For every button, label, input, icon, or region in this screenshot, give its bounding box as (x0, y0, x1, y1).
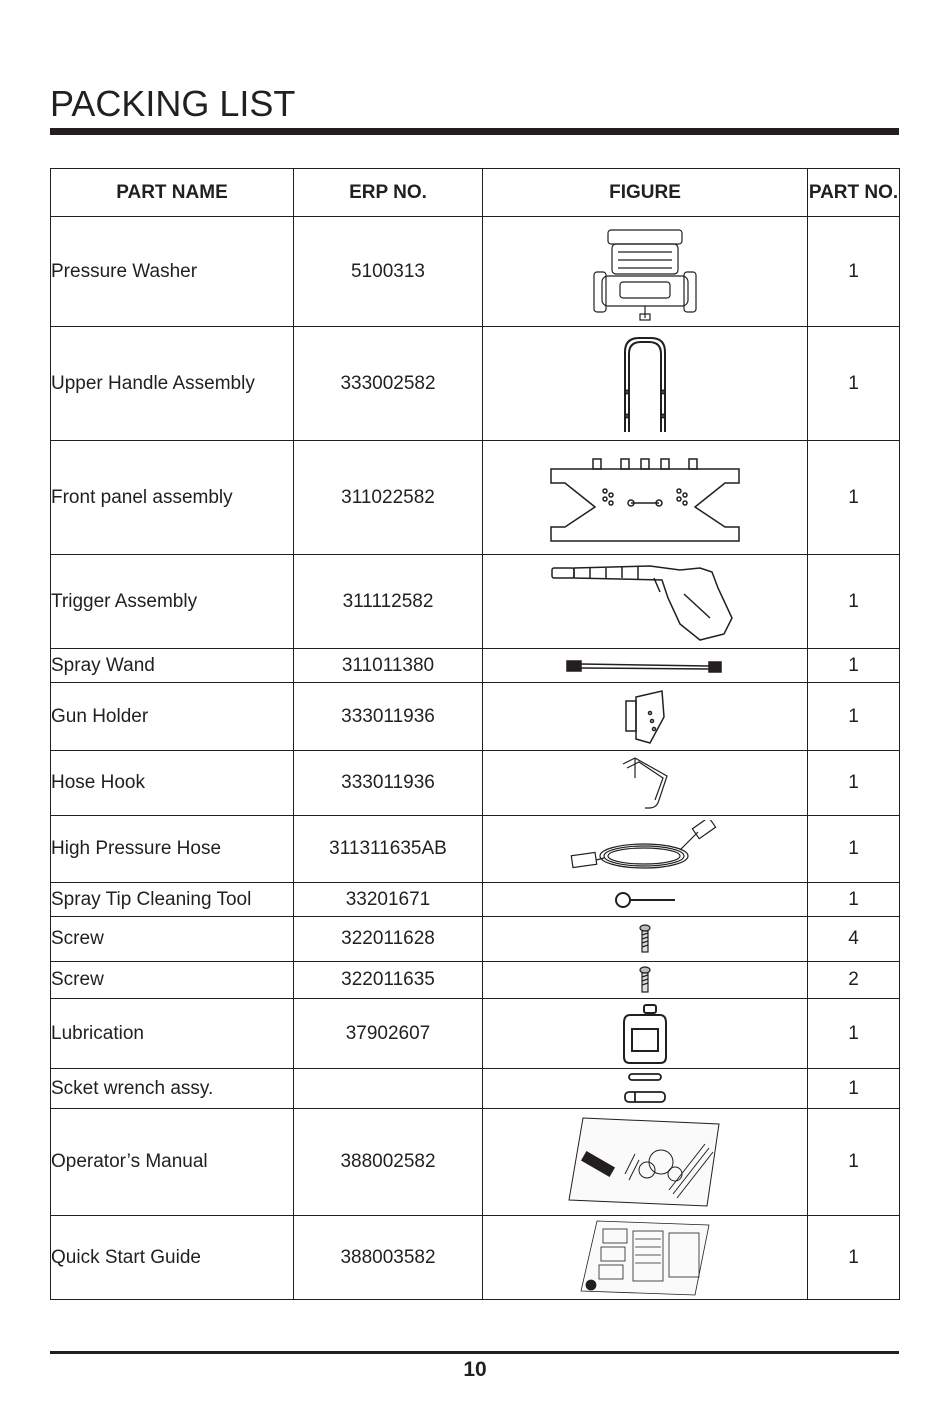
part-quantity: 1 (808, 327, 900, 441)
screw-icon (638, 924, 652, 954)
part-quantity: 1 (808, 816, 900, 883)
packing-list-table (50, 168, 900, 1300)
part-quantity: 1 (808, 883, 900, 917)
socket-wrench-icon (621, 1072, 669, 1106)
erp-number: 37902607 (294, 999, 483, 1069)
part-quantity: 1 (808, 441, 900, 555)
header-erp-no: ERP NO. (294, 169, 483, 217)
part-quantity: 2 (808, 962, 900, 999)
table-row (51, 1216, 900, 1300)
erp-number: 311311635AB (294, 816, 483, 883)
figure-cell (483, 999, 808, 1069)
header-part-no: PART NO. (808, 169, 900, 217)
part-name: Pressure Washer (51, 217, 294, 327)
table-row (51, 441, 900, 555)
cleaning-tool-icon (613, 890, 677, 910)
erp-number: 333011936 (294, 683, 483, 751)
spray-wand-icon (565, 657, 725, 675)
page-title: PACKING LIST (50, 83, 296, 124)
part-name: Gun Holder (51, 683, 294, 751)
part-quantity: 1 (808, 217, 900, 327)
part-name: Hose Hook (51, 751, 294, 816)
erp-number: 322011628 (294, 917, 483, 962)
figure-cell (483, 441, 808, 555)
part-name: Trigger Assembly (51, 555, 294, 649)
figure-cell (483, 962, 808, 999)
part-name: Spray Tip Cleaning Tool (51, 883, 294, 917)
figure-cell (483, 1216, 808, 1300)
table-row (51, 1069, 900, 1109)
manual-icon (565, 1114, 725, 1210)
part-quantity: 1 (808, 555, 900, 649)
hose-hook-icon (615, 754, 675, 812)
part-name: Screw (51, 917, 294, 962)
erp-number: 311011380 (294, 649, 483, 683)
erp-number: 322011635 (294, 962, 483, 999)
figure-cell (483, 1109, 808, 1216)
erp-number: 311022582 (294, 441, 483, 555)
figure-cell (483, 751, 808, 816)
part-quantity: 4 (808, 917, 900, 962)
hose-icon (570, 820, 720, 878)
screw-icon (638, 966, 652, 994)
pressure-washer-icon (590, 222, 700, 322)
figure-cell (483, 649, 808, 683)
part-quantity: 1 (808, 649, 900, 683)
part-quantity: 1 (808, 1109, 900, 1216)
part-name: Spray Wand (51, 649, 294, 683)
figure-cell (483, 883, 808, 917)
table-row (51, 751, 900, 816)
figure-cell (483, 816, 808, 883)
erp-number: 5100313 (294, 217, 483, 327)
figure-cell (483, 217, 808, 327)
title-divider (50, 128, 899, 135)
erp-number: 33201671 (294, 883, 483, 917)
part-name: Operator’s Manual (51, 1109, 294, 1216)
erp-number: 388002582 (294, 1109, 483, 1216)
header-part-name: PART NAME (51, 169, 294, 217)
table-row (51, 555, 900, 649)
lubrication-bottle-icon (620, 1003, 670, 1065)
erp-number: 388003582 (294, 1216, 483, 1300)
header-figure: FIGURE (483, 169, 808, 217)
part-name: Scket wrench assy. (51, 1069, 294, 1109)
table-row (51, 999, 900, 1069)
upper-handle-icon (615, 332, 675, 436)
table-row (51, 217, 900, 327)
trigger-gun-icon (550, 558, 740, 646)
front-panel-icon (545, 449, 745, 547)
erp-number (294, 1069, 483, 1109)
figure-cell (483, 327, 808, 441)
figure-cell (483, 683, 808, 751)
part-quantity: 1 (808, 1216, 900, 1300)
figure-cell (483, 1069, 808, 1109)
header-row (51, 169, 900, 217)
gun-holder-icon (620, 687, 670, 747)
part-name: Front panel assembly (51, 441, 294, 555)
table-row (51, 962, 900, 999)
part-name: Upper Handle Assembly (51, 327, 294, 441)
footer-divider (50, 1351, 899, 1354)
part-name: High Pressure Hose (51, 816, 294, 883)
erp-number: 311112582 (294, 555, 483, 649)
table-row (51, 649, 900, 683)
part-quantity: 1 (808, 1069, 900, 1109)
part-name: Quick Start Guide (51, 1216, 294, 1300)
erp-number: 333011936 (294, 751, 483, 816)
table-row (51, 816, 900, 883)
figure-cell (483, 917, 808, 962)
table-row (51, 917, 900, 962)
part-quantity: 1 (808, 683, 900, 751)
part-name: Lubrication (51, 999, 294, 1069)
part-quantity: 1 (808, 751, 900, 816)
erp-number: 333002582 (294, 327, 483, 441)
table-row (51, 883, 900, 917)
page-number: 10 (463, 1358, 487, 1381)
figure-cell (483, 555, 808, 649)
part-name: Screw (51, 962, 294, 999)
part-quantity: 1 (808, 999, 900, 1069)
quick-start-guide-icon (577, 1219, 713, 1297)
table-row (51, 1109, 900, 1216)
table-row (51, 683, 900, 751)
table-row (51, 327, 900, 441)
